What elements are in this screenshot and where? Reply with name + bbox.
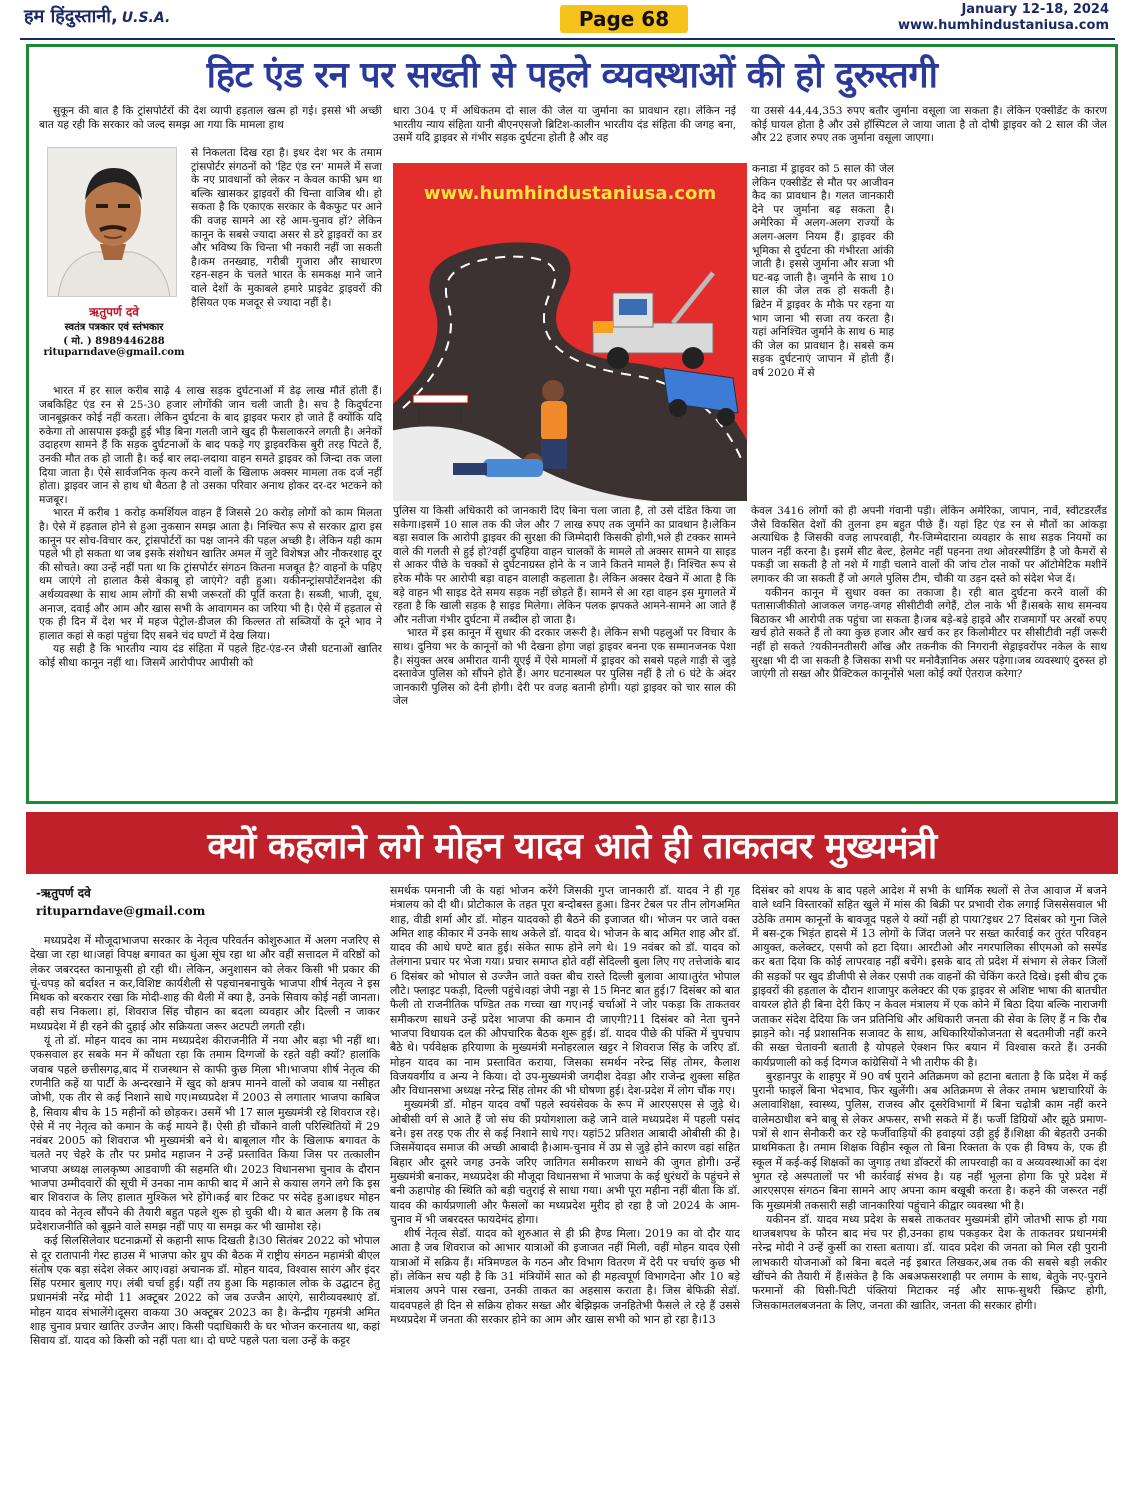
author-box xyxy=(39,147,189,377)
article2-headline-banner xyxy=(26,812,1118,874)
article1-col2-top xyxy=(393,105,736,161)
article2-col3 xyxy=(752,884,1107,1494)
paragraph: यकीनन कानून में सुधार वक्त का तकाजा है। रही बात दुर्घटना करने वालों की पतासाजीकीतो आजकल जगह-जगह सीसीटीवी लगेहैं, टोल नाके भी हैं।सबके साथ समन्वय बिठाकर भी आरोपी तक पहुंचा जा सकता है।जब बड़े-बड़े हाइवे और राजमार्गों पर अरबों रुपए खर्च होते सकते हैं तो क्या कुछ हजार और खर्च कर हर किलोमीटर पर सीसीटीवी नहीं जरूरी नहीं हो सकते ?यकीननतीसरी आँख और तकनीक की निगरानी सेड्राइवरोंपर नकेल के साथ सुरक्षा भी दी जा सकती है जिसका सभी पर मनोवैज्ञानिक असर पड़ेगा।जब व्यवस्थाएं दुरुस्त हो जाएंगी तो सख्त और प्रैक्टिकल कानूनोंसे भला कोई क्यों ऐतराज करेगा? xyxy=(751,586,1107,681)
paragraph: शीर्ष नेतृत्व सेडॉ. यादव को शुरुआत से ही फ्री हैण्ड मिला। 2019 का वो दौर याद आता है जब शिवराज को आभार यात्राओं की इजाजत नहीं मिली, वहीं मोहन यादव ऐसी यात्राओं में सक्रिय हैं। मंत्रिमण्डल के गठन और विभाग वितरण में देरी पर चर्चाएं कुछ भी हों। लेकिन सच यही है कि 31 मंत्रियोंमें सात को ही महत्वपूर्ण विभागदेना और 10 बड़े मंत्रालय अपने पास रखना, उनकी ताकत का अहसास कराता है। जिस बेफिक्री सेडॉ. यादवपहले ही दिन से सक्रिय होकर सख्त और बेझिझक जनहितेभी फैसले ले रहे हैं उससे मध्यप्रदेश में जनता की सरकार होने का आम और खास सभी को भान हो रहा है।13 xyxy=(390,1227,740,1326)
paragraph: पुलिस या किसी अधिकारी को जानकारी दिए बिना चला जाता है, तो उसे दंडित किया जा सकेगा।इसमें 10 साल तक की जेल और 7 लाख रुपए तक जुर्माने का प्रावधान है।लेकिन बड़ा सवाल कि आरोपी ड्राइवर की सुरक्षा की जिम्मेदारी किसकी होगी,भले ही टक्कर सामने वाले की गलती से हुई हो?वहीं दुपहिया वाहन चालकों के मामले तो अक्सर सामने या साइड से आकर पीछे के चक्कों से दुर्घटनाग्रस्त होने के न जाने कितने मामले हैं। निश्चित रूप से हरेक मौके पर आरोपी बड़ा वाहन वालाही कहलाता है। लेकिन अक्सर देखने में आता है कि बड़े वाहन भी साइड देते समय सड़क नहीं छोड़ते हैं। सामने से आ रहा वाहन इस मुगालते में रहता है कि खाली सड़क है साइड मिलेगा। लेकिन पलक झपकते आमने-सामने आ जाते हैं और नतीजा गंभीर दुर्घटना में तब्दील हो जाता है। xyxy=(393,505,736,626)
article1-headline: हिट एंड रन पर सख्ती से पहले व्यवस्थाओं की हो दुरुस्तगी xyxy=(206,55,938,96)
paragraph: बुरहानपुर के शाहपुर में 90 वर्ष पुराने अतिक्रमण को हटाना बताता है कि प्रदेश में कई पुरानी फाइलें बिना भेदभाव, फिर खुलेंगी। अब अतिक्रमण से लेकर तमाम भ्रष्टाचारियों के अलावाशिक्षा, स्वास्थ्य, पुलिस, राजस्व और दूसरेविभागों में बिना चढ़ोत्री काम नहीं करने वालेमठाधीश बने बाबू से लेकर अफसर, सभी सकते में हैं। फर्जी डिग्रियों और झूठे प्रमाण-पत्रों से शान सेनौकरी कर रहे फर्जीवाड़ियों की हवाइयां उड़ी हुई हैं।शिक्षा की बेहतरी उनकी प्राथमिकता है। तमाम शिक्षक विहीन स्कूल तो बिना रिक्तता के एक ही विषय के, एक ही स्कूल में कई-कई शिक्षकों का जुगाड़ तथा डॉक्टरों की लापरवाही का व अव्यवस्थाओं का दंश भुगत रहे अस्पतालों पर भी कार्रवाई संभव है। यह नहीं भूलना होगा कि पूरे प्रदेश में आरएसएस संगठन बिना सामने आए अपना काम बखूबी करता है। कहने की जरूरत नहीं कि मुख्यमंत्री तकसारी सही जानकारियां पहुंचाने कीद्वार व्यवस्था भी है। xyxy=(752,1069,1107,1212)
paragraph: केवल 3416 लोगों को ही अपनी गंवानी पड़ी। लेकिन अमेरिका, जापान, नार्वे, स्वीटडरलैंड जैसे विकसित देशों की तुलना हम बहुत पीछे हैं। यहां हिट एंड रन से मौतों का आंकड़ा अत्याधिक है जिसकी वजह लापरवाही, गैर-जिम्मेदाराना व्यवहार के साथ सड़क नियमों का पालन नहीं करना है। इसमें सीट बेल्ट, हेलमेट नहीं पहनना तथा ओवरस्पीडिंग है जो कैमरों से पकड़ी जा सकती है तो नशे में गाड़ी चलाने वालों की जांच टोल नाकों पर ऑटोमेटिक मशीनें लगाकर की जा सकती हैं जो अगले पुलिस टीम, चौकी या उड़न दस्ते को संदेश भेज दें। xyxy=(751,505,1107,585)
author-role: स्वतंत्र पत्रकार एवं स्तंभकार xyxy=(64,322,164,333)
author-mobile: ( मो. ) 8989446288 xyxy=(63,336,165,347)
issue-date: January 12-18, 2024 xyxy=(961,2,1109,17)
paragraph: मध्यप्रदेश में मौजूदाभाजपा सरकार के नेतृत्व परिवर्तन कोशुरुआत में अलग नजरिए से देखा जा रहा था।जहां विपक्ष बगावत का धुंआ सूंघ रहा था और वहीं सत्तादल में वरिष्ठों को लेकर जबरदस्त कानाफूसी हो रही थी। लेकिन, अनुशासन को लेकर किसी भी प्रकार की चूं-चपड़ को बर्दाश्त न कर,विशिष्ट कार्यशैली से पहचानबनाचुके भाजपा शीर्ष नेतृत्व ने इस मिथक को बरकरार रखा कि मोदी-शाह की थैली में क्या है, उनके सिवाय कोई नहीं जानता। वही सच निकला। हां, शिवराज सिंह चौहान का बदला व्यवहार और दिल्ली न जाकर मध्यप्रदेश में ही रहने की दुहाई और सक्रियता जरूर अटपटी लगती रही। xyxy=(30,934,380,1033)
article1-col3-side xyxy=(752,163,894,501)
article2-byline: -ऋतुपर्ण दवे xyxy=(36,886,91,900)
paragraph: यकीनन डॉ. यादव मध्य प्रदेश के सबसे ताकतवर मुख्यमंत्री होंगे जोतभी साफ हो गया थाजबशपथ के फौरन बाद मंच पर ही,उनका हाथ पकड़कर देश के ताकतवर प्रधानमंत्री नरेन्द्र मोदी ने उन्हें कुर्सी का रास्ता बताया। डॉ. यादव प्रदेश की जनता को मिल रही पुरानी लाभकारी योजनाओं को बिना बदले नई इबारत लिखकर,अब तक की सबसे बड़ी लकीर खींचने की तैयारी में हैं।संकेत है कि अबअफसरशाही पर लगाम के साथ, बेतुके नए-पुराने फरमानों की घिसी-पिटी पंक्तियां मिटाकर नई और साफ-सुथरी स्क्रिप्ट होगी, जिसकामतलबजनता के लिए, जनता की खातिर, जनता की सरकार होगी। xyxy=(752,1212,1107,1312)
road-accident-graphic xyxy=(393,163,747,501)
paragraph: कई सिलसिलेवार घटनाक्रमों से कहानी साफ दिखती है।30 सितंबर 2022 को भोपाल से दूर रातापानी गेस्ट हाउस में भाजपा कोर ग्रुप की बैठक में राष्ट्रीय संगठन महामंत्री बीएल संतोष एक बड़ा संदेश लेकर आए।वहां अचानक डॉ. मोहन यादव, विश्वास सारंग और इंदर सिंह परमार बुलाए गए। लंबी चर्चा हुई। यहीं तय हुआ कि महाकाल लोक के उद्घाटन हेतु प्रधानमंत्री नरेंद्र मोदी 11 अक्टूबर 2022 को जब उज्जैन आएंगे, सारीव्यवस्थाएं डॉ. मोहन यादव संभालेंगे।दूसरा वाकया 30 अक्टूबर 2023 का है। केन्द्रीय गृहमंत्री अमित शाह चुनाव प्रचार खातिर उज्जैन आए। किसी पदाधिकारी के घर भोजन करनातय था, कहां सिवाय डॉ. यादव को किसी को नहीं पता था। दो घण्टे पहले पता चला उन्हें के कट्टर xyxy=(30,1234,380,1348)
paragraph: यूं तो डॉ. मोहन यादव का नाम मध्यप्रदेश कीराजनीति में नया और बड़ा भी नहीं था।एकसवाल हर सबके मन में कौंधता रहा कि तमाम दिग्गजों के रहते वही क्यों? हालांकि जवाब पहले छत्तीसगढ़,बाद में राजस्थान से काफी कुछ मिला भी।भाजपा शीर्ष नेतृत्व की रणनीति कहें या पार्टी के अन्दरखाने में खुद को क्षत्रप मानने वालों को जवाब या नसीहत जोभी, एक तीर से कई निशाने साधे गए।मध्यप्रदेश में 2003 से लगातार भाजपा काबिज है, सिवाय बीच के 15 महीनों को छोड़कर। उसमें भी 17 साल मुख्यमंत्री रहे शिवराज रहे।ऐसे में नए नेतृत्व को कमान के कई मायने हैं। ऐसी ही चौंकाने वाली परिस्थितियों में 29 नवंबर 2005 को शिवराज भी मुख्यमंत्री बने थे। बाबूलाल गौर के खिलाफ बगावत के चलते नए चेहरे के तौर पर प्रमोद महाजन ने उन्हें प्रस्तावित किया जिस पर तत्कालीन भाजपा अध्यक्ष लालकृष्ण आडवाणी की सहमति थी। 2023 विधानसभा चुनाव के दौरान भाजपा उम्मीदवारों की सूची में उनका नाम काफी बाद में आने से कयास लगने लगे कि इस बार शिवराज के लिए हालात मुश्किल भरे होंगे।कई बार टिकट पर संदेह हुआ।इधर मोहन यादव को नेतृत्व सौंपने की तैयारी बहुत पहले शुरू हो चुकी थी। ये बात अलग है कि तब प्रदेशराजनीति को बूझने वाले समझ नहीं पाए या समझ कर भी खामोश रहे। xyxy=(30,1034,380,1233)
article1-col3-top xyxy=(751,105,1107,161)
paragraph: मुख्यमंत्री डॉ. मोहन यादव वर्षों पहले स्वयंसेवक के रूप में आरएसएस से जुड़े थे। ओबीसी वर्ग से आते हैं जो संघ की प्रयोगशाला कहे जाने वाले मध्यप्रदेश में पहली पसंद बने। इस तरह एक तीर से कई निशाने साधे गए। यहां52 प्रतिशत आबादी ओबीसी की है।जिसमेंयादव समाज की अच्छी आबादी है।आम-चुनाव में उप्र से जुड़े होने कारण वहां सहित बिहार और दूसरे जगह उनके जरिए जातिगत समीकरण साधने की जुगत होगी। उन्हें मुख्यमंत्री बनाकर, मध्यप्रदेश की मौजूदा विधानसभा में भाजपा के कई धुरंधरों के पहुंचने से बनी ऊहापोह की स्थिति को बड़ी चतुराई से साधा गया। अभी पूरा महीना नहीं बीता कि डॉ. यादव की कार्यप्रणाली और फैसलों का मध्यप्रदेश मुरीद हो रहा है जो 2024 के आम-चुनाव में भी जबरदस्त फायदेमंद होगा। xyxy=(390,1098,740,1226)
author-name: ऋतुपर्ण दवे xyxy=(89,305,139,319)
article1-col3-bottom xyxy=(751,505,1107,801)
author-portrait xyxy=(47,147,177,297)
paragraph: कनाडा में ड्राइवर को 5 साल की जेल लेकिन एक्सीडेंट से मौत पर आजीवन कैद का प्रावधान है। गलत जानकारी देने पर जुर्माना बढ़ सकता है। अमेरिका में अलग-अलग राज्यों के अलग-अलग नियम हैं। ड्राइवर की भूमिका से दुर्घटना की गंभीरता आंकी जाती है। इससे जुर्माना और सजा भी घट-बढ़ जाती है। जुर्माने के साथ 10 साल की जेल तक हो सकती है। ब्रिटेन में ड्राइवर के मौके पर रहना या भाग जाना भी सजा तय करता है। यहां अनिश्चित जुर्माने के साथ 6 माह की जेल का प्रावधान है। सबसे कम सड़क दुर्घटनाएं जापान में होती हैं। वर्ष 2020 में से xyxy=(752,163,894,379)
masthead xyxy=(0,0,1135,40)
article1-col1-side xyxy=(191,147,382,383)
masthead-title xyxy=(24,4,170,28)
website-link[interactable]: www.humhindustaniusa.com xyxy=(897,18,1109,33)
article-hit-and-run xyxy=(26,44,1118,804)
paragraph: धारा 304 ए में अधिकतम दो साल की जेल या जुर्माना का प्रावधान रहा। लेकिन नई भारतीय न्याय संहिता यानी बीएनएसजो ब्रिटिश-कालीन भारतीय दंड संहिता की जगह बना, उसमें यदि ड्राइवर से गंभीर सड़क दुर्घटना होती है और वह xyxy=(393,105,736,145)
masthead-divider xyxy=(20,38,1115,40)
paragraph: या उससे 44,44,353 रुपए बतौर जुर्माना वसूला जा सकता है। लेकिन एक्सीडेंट के कारण कोई घायल होता है और उसे हॉस्पिटल ले जाया जाता है तो दोषी ड्राइवर को 2 साल की जेल और 22 हजार रुपए तक जुर्माना वसूला जाएगा। xyxy=(751,105,1107,145)
accident-illustration xyxy=(393,163,747,501)
paragraph: सुकून की बात है कि ट्रांसपोर्टरों की देश व्यापी हड़ताल खत्म हो गई। इससे भी अच्छी बात यह रही कि सरकार को जल्द समझ आ गया कि मामला हाथ xyxy=(39,105,382,131)
paragraph: दिसंबर को शपथ के बाद पहले आदेश में सभी के धार्मिक स्थलों से तेज आवाज में बजने वाले ध्वनि विस्तारकों सहित खुले में मांस की बिक्री पर प्रभावी रोक लगाई जिससेसवाल भी उठेकि तमाम कानूनों के बावजूद पहले ये क्यों नहीं हो पाया?इधर 27 दिसंबर को गुना जिले में बस-ट्रक भिड़ंत हादसे में 13 लोगों के जिंदा जलने पर सख्त कार्रवाई कर तुरंत परिवहन आयुक्त, कलेक्टर, एसपी को हटा दिया। आरटीओ और नगरपालिका सीएमओ को सस्पेंड कर बता दिया कि कोई लापरवाह नहीं बचेंगे। इसके बाद तो प्रदेश में संभाग से लेकर जिलों की सड़कों पर खुद डीजीपी से लेकर एसपी तक वाहनों की चेकिंग करते दिखे। इसी बीच ट्रक ड्राइवरों की हड़ताल के दौरान शाजापुर कलेक्टर की एक ड्राइवर से अशिष्ट भाषा की बातचीत वायरल होते ही बिना देरी किए न केवल मंत्रालय में एक कोने में बिठा दिया बल्कि नाराजगी जताकर संदेश देदिया कि जन प्रतिनिधि और अधिकारी जनता की सेवा के लिए हैं न कि रौब झाड़ने को। नई प्रशासनिक सजावट के साथ, अधिकारियोंकोजनता से बदतमीजी नहीं करने की सख्त चेतावनी बताती है योपहले ऐक्शन फिर बयान में विश्वास करते हैं। उनकी कार्यप्रणाली को कई दिग्गज कांग्रेसियों ने भी तारीफ की है। xyxy=(752,884,1107,1069)
illustration-website-caption: www.humhindustaniusa.com xyxy=(423,183,717,204)
newspaper-name: हम हिंदुस्तानी, xyxy=(24,6,118,27)
page-number-badge: Page 68 xyxy=(560,5,688,33)
paragraph: भारत में हर साल करीब साढ़े 4 लाख सड़क दुर्घटनाओं में डेढ़ लाख मौतें होती हैं। जबकिहिट एंड रन से 25-30 हजार लोगोंकी जान चली जाती है। सच है किदुर्घटना जानबूझकर कोई नहीं करता। लेकिन दुर्घटना के बाद ड्राइवर फरार हो जाते हैं क्योंकि यदि रुकेगा तो आसपास इकट्ठी हुई भीड़ बिना गलती जाने खुद ही फैसलाकरने लगती है। अनेकों उदाहरण सामने हैं कि सड़क दुर्घटनाओं के बाद पकड़े गए ड्राइवरकिस बुरी तरह पिटते हैं, उनकी मौत तक हो जाती है। कई बार लदा-लदाया वाहन समते ड्राइवर को जिन्दा तक जला दिया जाता है। ऐसे सार्वजनिक कृत्य करने वालों के खिलाफ अक्सर मामला तक दर्ज नहीं होता। ड्राइवर जान से हाथ धो बैठता है तो उसका परिवार अनाथ होकर दर-दर भटकने को मजबूर। xyxy=(39,385,382,506)
article1-col2-bottom xyxy=(393,505,736,801)
paragraph: से निकलता दिख रहा है। इधर देश भर के तमाम ट्रांसपोर्टर संगठनों को 'हिट एंड रन' मामले में सजा के नए प्रावधानों को लेकर न केवल काफी भ्रम था बल्कि खासकर ड्राइवरों की चिन्ता वाजिब थी। हो सकता है कि एकाएक सरकार के बैकफुट पर आने की वजह सामने आ रहे आम-चुनाव हों? लेकिन कानून के सबसे ज्यादा असर से डरे ड्राइवरों का डर और भविष्य कि चिन्ता भी नकारी नहीं जा सकती है।कम तनख्वाह, गरीबी गुजारा और साधारण रहन-सहन के चलते भारत के समकक्ष माने जाने वाले देशों के मुकाबले हमारे प्राइवेट ड्राइवरों की हैसियत एक मजदूर से ज्यादा नहीं है। xyxy=(191,147,382,309)
author-email[interactable]: rituparndave@gmail.com xyxy=(43,347,185,358)
edition-label: U.S.A. xyxy=(121,10,171,26)
paragraph: समर्थक पमनानी जी के यहां भोजन करेंगे जिसकी गुप्त जानकारी डॉ. यादव ने ही गृह मंत्रालय को दी थी। प्रोटोकाल के तहत पूरा बन्दोबस्त हुआ। डिनर टेबल पर तीन लोगअमित शाह, वीडी शर्मा और डॉ. मोहन यादवको ही बैठने की इजाजत थी। भोजन पर जाते वक्त अमित शाह कीकार में उनके साथ अकेले डॉ. यादव थे। भोजन के बाद अमित शाह और डॉ. यादव की आधे घण्टे बात हुई। संकेत साफ होने लगे थे। 19 नवंबर को डॉ. यादव को तेलंगाना प्रचार पर भेजा गया। प्रचार समाप्त होते वहीं सेदिल्ली बुला लिए गए तत्तेजांके बाद 6 दिसंबर को भोपाल से उज्जैन जाते वक्त बीच रास्ते दिल्ली बुलावा आया।तुरंत भोपाल लौटे। फ्लाइट पकड़ी, दिल्ली पहुंचे।वहां जेपी नड्डा से 15 मिनट बात हुई।7 दिसंबर को बात फैली तो राजनीतिक पण्डित तक गच्चा खा गए।नई चर्चाओं ने जोर पकड़ा कि ताकतवर समीकरण साधने उन्हें प्रदेश भाजपा की कमान दी जाएगी?11 दिसंबर को नेता चुनने भाजपा विधायक दल की औपचारिक बैठक शुरू हुई। डॉ. यादव पीछे की पंक्ति में चुपचाप बैठे थे। पर्यवेक्षक हरियाणा के मुख्यमंत्री मनोहरलाल खट्टर ने शिवराज सिंह के जरिए डॉ. मोहन यादव का नाम प्रस्तावित कराया, जिसका समर्थन नरेन्द्र सिंह तोमर, कैलाश विजयवर्गीय व अन्य ने किया। दो उप-मुख्यमंत्री जगदीश देवड़ा और राजेन्द्र शुक्ला सहित और विधानसभा अध्यक्ष नरेन्द्र सिंह तोमर की भी घोषणा हुई। देश-प्रदेश में लोग चौंक गए। xyxy=(390,884,740,1098)
article1-col1-body xyxy=(39,385,382,801)
paragraph: भारत में करीब 1 करोड़ कमर्शियल वाहन हैं जिससे 20 करोड़ लोगों को काम मिलता है। ऐसे में हड़ताल होने से हुआ नुकसान समझ आता है। निश्चित रूप से सरकार द्वारा इस कानून पर सोच-विचार कर, ट्रांसपोर्टरों का पक्ष जानने की पहल अच्छी है। लेकिन यही काम पहले भी हो सकता था जब इसके संशोधन खातिर अमल में जुटे विशेषज्ञ और नौकरशाह दूर की सोचते। क्या उन्हें नहीं पता था कि ट्रांसपोर्टर संगठन कितना मजबूत है? वाहनों के पहिए थम जाएंगे तो हालात कैसे बेकाबू हो जाएंगे? वही हुआ। यकीनन्ट्रांसपोर्टेशनदेश की अर्थव्यवस्था के साथ आम लोगों की सभी जरूरतों की पूर्ति करता है। सब्जी, भाजी, दूध, अनाज, दवाई और आम और खास सभी के आवागमन का जरिया भी है। ऐसे में हड़ताल से एक ही दिन में देश भर में महज पेट्रोल-डीजल की किल्लत तो सब्जियों के दूने भाव ने हालात कहां से कहां पहुंचा दिए सबने चंद घण्टों में देख लिया। xyxy=(39,507,382,642)
paragraph: यह सही है कि भारतीय न्याय दंड संहिता में पहले हिट-एंड-रन जैसी घटनाओं खातिर कोई सीधा कानून नहीं था। जिसमें आरोपीपर आपीसी को xyxy=(39,643,382,669)
article2-author-email[interactable]: rituparndave@gmail.com xyxy=(36,904,206,918)
paragraph: भारत में इस कानून में सुधार की दरकार जरूरी है। लेकिन सभी पहलुओं पर विचार के साथ। दुनिया भर के कानूनों को भी देखना होगा जहां ड्राइवर बनना एक सम्मानजनक पेशा है। संयुक्त अरब अमीरात यानी यूएई में ऐसे मामलों में ड्राइवर को सबसे पहले गाड़ी से जुड़े दस्तावेज पुलिस को सौंपने होते हैं। अगर घटनास्थल पर पुलिस नहीं है तो 6 घंटे के अंदर जानकारी पुलिस को देनी होगी। देरी पर वजह बतानी होगी। यहां ड्राइवर को चार साल की जेल xyxy=(393,627,736,708)
article2-col2 xyxy=(390,884,740,1494)
article2-col1 xyxy=(30,934,380,1494)
article1-col1-intro xyxy=(39,105,382,147)
article2-headline: क्यों कहलाने लगे मोहन यादव आते ही ताकतवर मुख्यमंत्री xyxy=(207,826,937,867)
